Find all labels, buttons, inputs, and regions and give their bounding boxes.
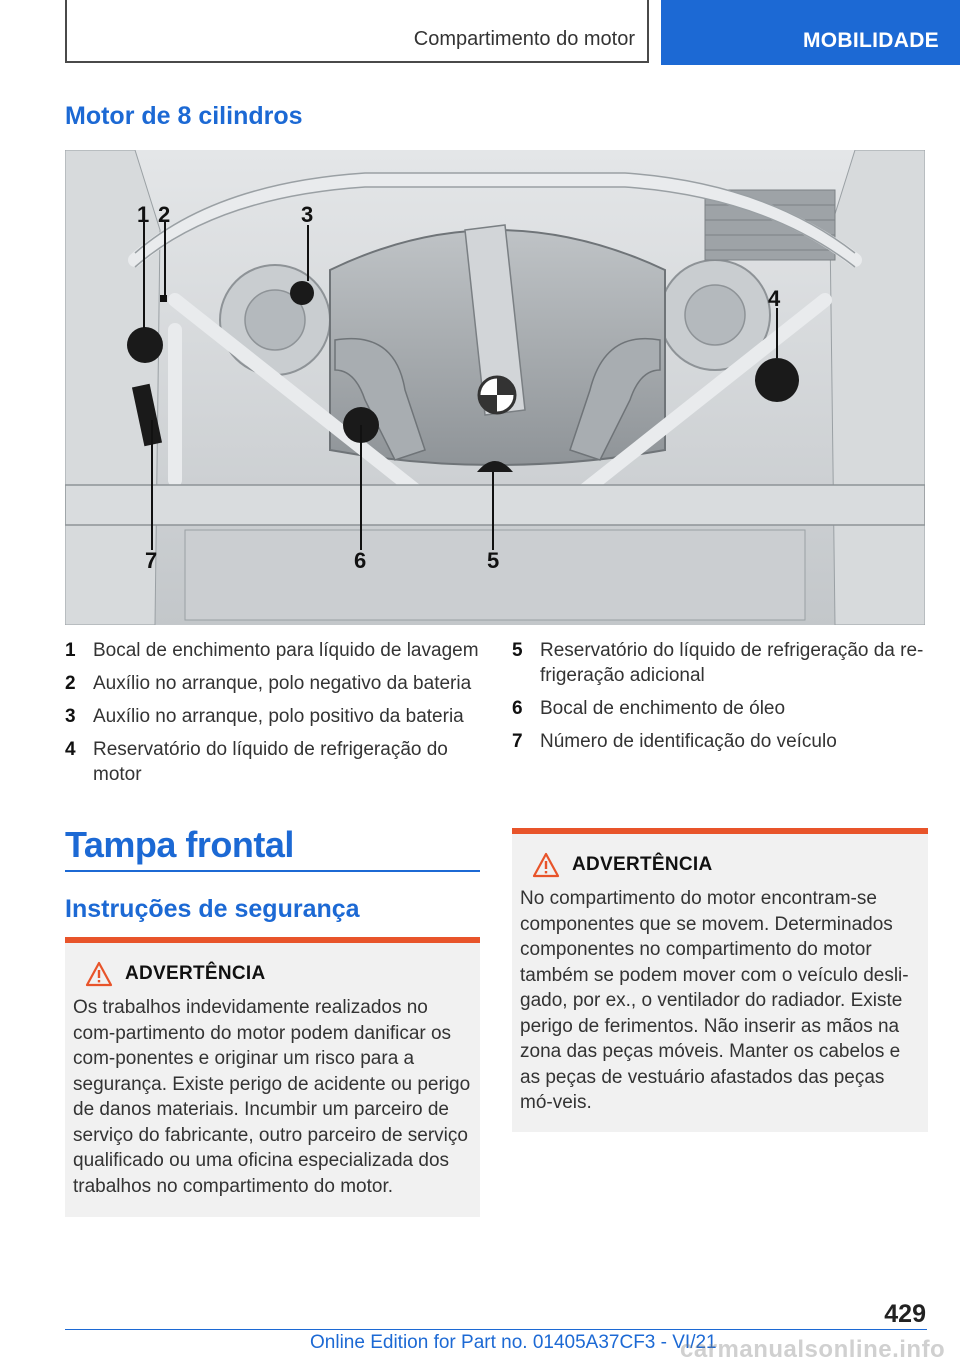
callout-2: 2 (158, 202, 171, 227)
warning-title: ADVERTÊNCIA (572, 854, 713, 875)
section-heading: Tampa frontal (65, 824, 294, 865)
coolant-reservoir-cap (755, 358, 799, 402)
warning-text: No compartimento do motor encontram-se componentes que se movem. Determinados componentes no compartimento do motor também se podem mover com o veículo desli-gado, por ex., o ventilador do radiador. Existe perigo de ferimentos. Não inserir as mãos na zona das peças móveis. Manter os cabelos e as peças de vestuário afastados das peças mó-veis. (520, 888, 909, 1113)
callout-3: 3 (301, 202, 314, 227)
legend-number: 7 (512, 731, 523, 752)
heading-rule (65, 870, 480, 872)
warning-box (65, 937, 480, 1217)
washer-fluid-cap (127, 327, 163, 363)
legend-number: 5 (512, 640, 523, 661)
legend-text: Bocal de enchimento para líquido de lavagem (93, 640, 479, 661)
legend-text: Reservatório do líquido de refrigeração do motor (93, 739, 448, 785)
callout-6: 6 (354, 548, 367, 573)
footer-rule (65, 1329, 927, 1330)
header-section-box (65, 0, 649, 63)
callout-7: 7 (145, 548, 158, 573)
legend-number: 4 (65, 739, 76, 760)
warning-header (520, 852, 920, 878)
warning-header (73, 961, 472, 987)
legend-number: 3 (65, 706, 76, 727)
legend-item (512, 638, 932, 688)
legend-right-column (512, 638, 932, 762)
warning-triangle-icon (85, 961, 113, 987)
legend-item (65, 638, 485, 663)
legend-item (65, 704, 485, 729)
legend-item (65, 671, 485, 696)
legend-left-column (65, 638, 485, 795)
callout-4: 4 (768, 286, 781, 311)
battery-positive-terminal (290, 281, 314, 305)
callout-5: 5 (487, 548, 500, 573)
figure-section-title: Motor de 8 cilindros (65, 102, 303, 130)
battery-negative-terminal (160, 295, 167, 302)
engine-bay-figure (65, 150, 925, 625)
legend-item (512, 696, 932, 721)
subsection-heading: Instruções de segurança (65, 895, 360, 923)
legend-number: 6 (512, 698, 523, 719)
watermark: carmanualsonline.info (680, 1336, 946, 1363)
legend-text: Bocal de enchimento de óleo (540, 698, 786, 719)
warning-text: Os trabalhos indevidamente realizados no com-partimento do motor podem danificar os com-ponentes e originar um risco para a segurança. Existe perigo de acidente ou perigo de danos materiais. Incumbir um parceiro de serviço do fabricante, outro parceiro de serviço qualificado ou uma oficina especializada dos trabalhos no compartimento do motor. (73, 997, 471, 1197)
warning-triangle-icon (532, 852, 560, 878)
warning-box (512, 828, 928, 1132)
legend-item (512, 729, 932, 754)
header-section-title: Compartimento do motor (413, 28, 635, 50)
engine-bay-illustration (65, 150, 925, 625)
warning-title: ADVERTÊNCIA (125, 963, 266, 984)
callout-1: 1 (137, 202, 150, 227)
legend-text: Auxílio no arranque, polo negativo da bateria (93, 673, 472, 694)
footer-edition: Online Edition for Part no. 01405A37CF3 - VI/21 (310, 1332, 717, 1353)
legend-text: Reservatório do líquido de refrigeração da re-frigeração adicional (540, 640, 924, 686)
page-number: 429 (884, 1300, 926, 1328)
legend-number: 1 (65, 640, 76, 661)
legend-number: 2 (65, 673, 76, 694)
legend-text: Número de identificação do veículo (540, 731, 837, 752)
legend-item (65, 737, 485, 787)
header-chapter-tab: MOBILIDADE (661, 0, 960, 65)
legend-text: Auxílio no arranque, polo positivo da bateria (93, 706, 464, 727)
